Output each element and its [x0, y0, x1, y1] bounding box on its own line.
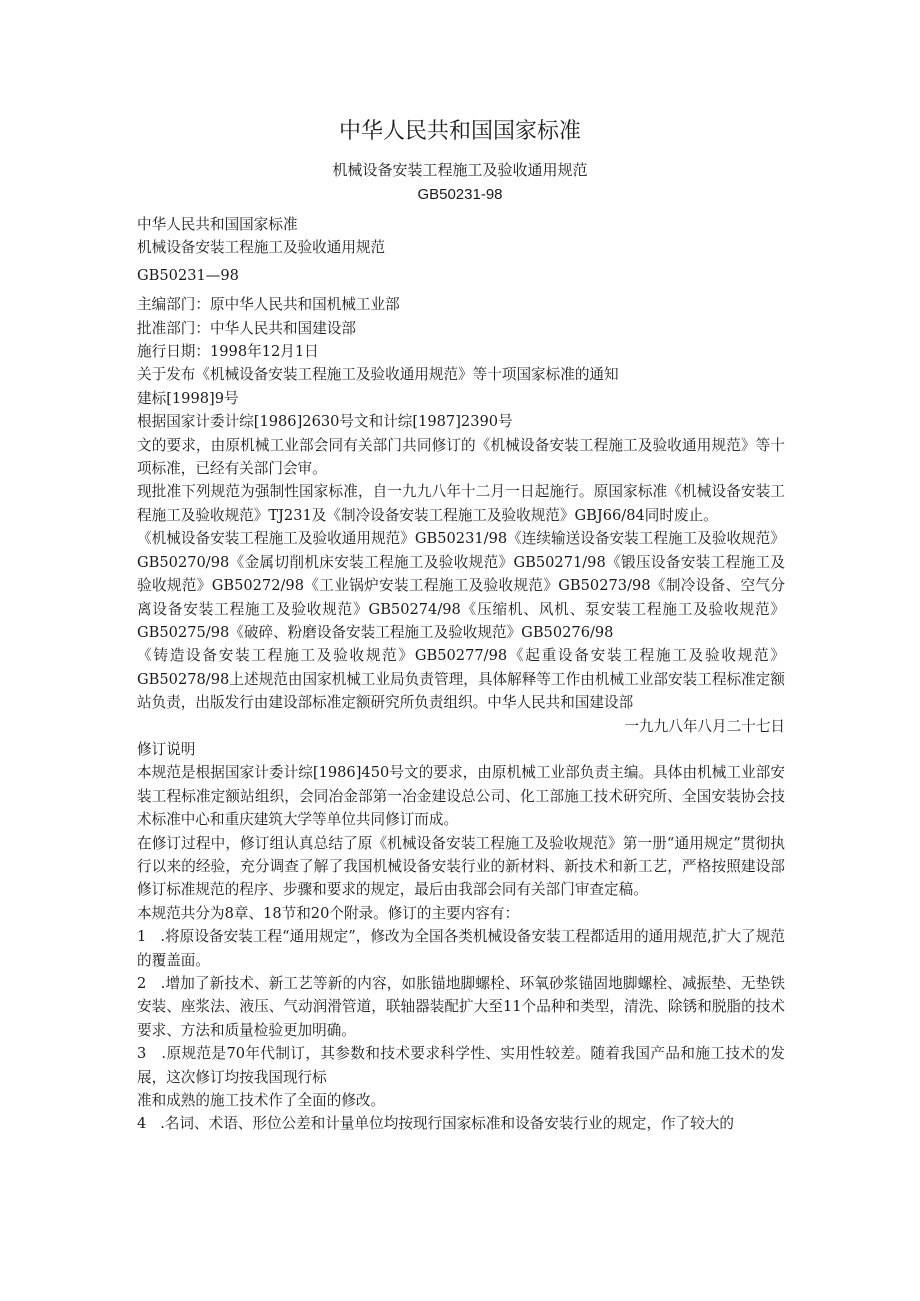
standard-line: 中华人民共和国国家标准 [137, 216, 298, 233]
notice-title: 关于发布《机械设备安装工程施工及验收通用规范》等十项国家标准的通知 [137, 366, 619, 384]
document-title: 中华人民共和国国家标准 [338, 119, 581, 144]
approver-line: 批准部门：中华人民共和国建设部 [137, 319, 356, 337]
revision-paragraph: 本规范是根据国家计委计综[1986]450号文的要求，由原机械工业部负责主编。具体由机械工业部安装工程标准定额站组织，会同冶金部第一冶金建设总公司、化工部施工技术研究所、全国安装协会技术标准中心和重庆建筑大学等单位共同修订而成。 [137, 764, 785, 829]
revision-heading: 修订说明 [137, 740, 196, 758]
effective-date-line: 施行日期：1998年12月1日 [137, 343, 319, 361]
code-line: GB50231—98 [137, 266, 239, 284]
revision-list-item: 4 .名词、术语、形位公差和计量单位均按现行国家标准和设备安装行业的规定，作了较大的 [137, 1115, 735, 1133]
document-body [137, 213, 785, 1136]
revision-list-item-continued: 准和成熟的施工技术作了全面的修改。 [137, 1092, 386, 1110]
revision-list-item: 1 .将原设备安装工程“通用规定”，修改为全国各类机械设备安装工程都适用的通用规范,扩大了规范的覆盖面。 [137, 928, 785, 969]
document-subtitle: 机械设备安装工程施工及验收通用规范 [332, 161, 588, 179]
notice-paragraph: 现批准下列规范为强制性国家标准，自一九九八年十二月一日起施行。原国家标准《机械设备安装工程施工及验收规范》TJ231及《制冷设备安装工程施工及验收规范》GBJ66/84同时废止。 [137, 483, 785, 524]
document-code: GB50231-98 [417, 186, 503, 203]
editor-line: 主编部门：原中华人民共和国机械工业部 [137, 296, 400, 314]
revision-list-item: 2 .增加了新技术、新工艺等新的内容，如胀锚地脚螺栓、环氧砂浆锚固地脚螺栓、减振垫、无垫铁安装、座浆法、液压、气动润滑管道，联轴器装配扩大至11个品种和类型，清洗、除锈和脱脂的技术要求、方法和质量检验更加明确。 [137, 975, 785, 1039]
notice-date: 一九九八年八月二十七日 [624, 717, 785, 735]
name-line: 机械设备安装工程施工及验收通用规范 [137, 239, 386, 257]
revision-list-item: 3 .原规范是70年代制订，其参数和技术要求科学性、实用性较差。随着我国产品和施工技术的发展，这次修订均按我国现行标 [137, 1045, 785, 1086]
revision-paragraph: 本规范共分为8章、18节和20个附录。修订的主要内容有： [137, 904, 520, 922]
notice-paragraph: 《机械设备安装工程施工及验收通用规范》GB50231/98《连续输送设备安装工程施工及验收规范》GB50270/98《金属切削机床安装工程施工及验收规范》GB50271/98《锻压设备安装工程施工及验收规范》GB50272/98《工业锅炉安装工程施工及验收规范》GB50273/98《制冷设备、空气分离设备安装工程施工及验收规范》GB50274/98《压缩机、风机、泵安装工程施工及验收规范》GB50275/98《破碎、粉磨设备安装工程施工及验收规范》GB50276/98 [137, 530, 785, 641]
notice-paragraph: 《铸造设备安装工程施工及验收规范》GB50277/98《起重设备安装工程施工及验收规范》GB50278/98上述规范由国家机械工业局负责管理，具体解释等工作由机械工业部安装工程标准定额站负责，出版发行由建设部标准定额研究所负责组织。中华人民共和国建设部 [137, 647, 785, 712]
notice-paragraph: 文的要求，由原机械工业部会同有关部门共同修订的《机械设备安装工程施工及验收通用规范》等十项标准，已经有关部门会审。 [137, 436, 785, 478]
notice-paragraph: 根据国家计委计综[1986]2630号文和计综[1987]2390号 [137, 413, 513, 431]
notice-doc-number: 建标[1998]9号 [137, 389, 239, 407]
revision-paragraph: 在修订过程中，修订组认真总结了原《机械设备安装工程施工及验收规范》第一册“通用规定”贯彻执行以来的经验，充分调查了解了我国机械设备安装行业的新材料、新技术和新工艺，严格按照建设部修订标准规范的程序、步骤和要求的规定，最后由我部会同有关部门审查定稿。 [137, 834, 785, 899]
